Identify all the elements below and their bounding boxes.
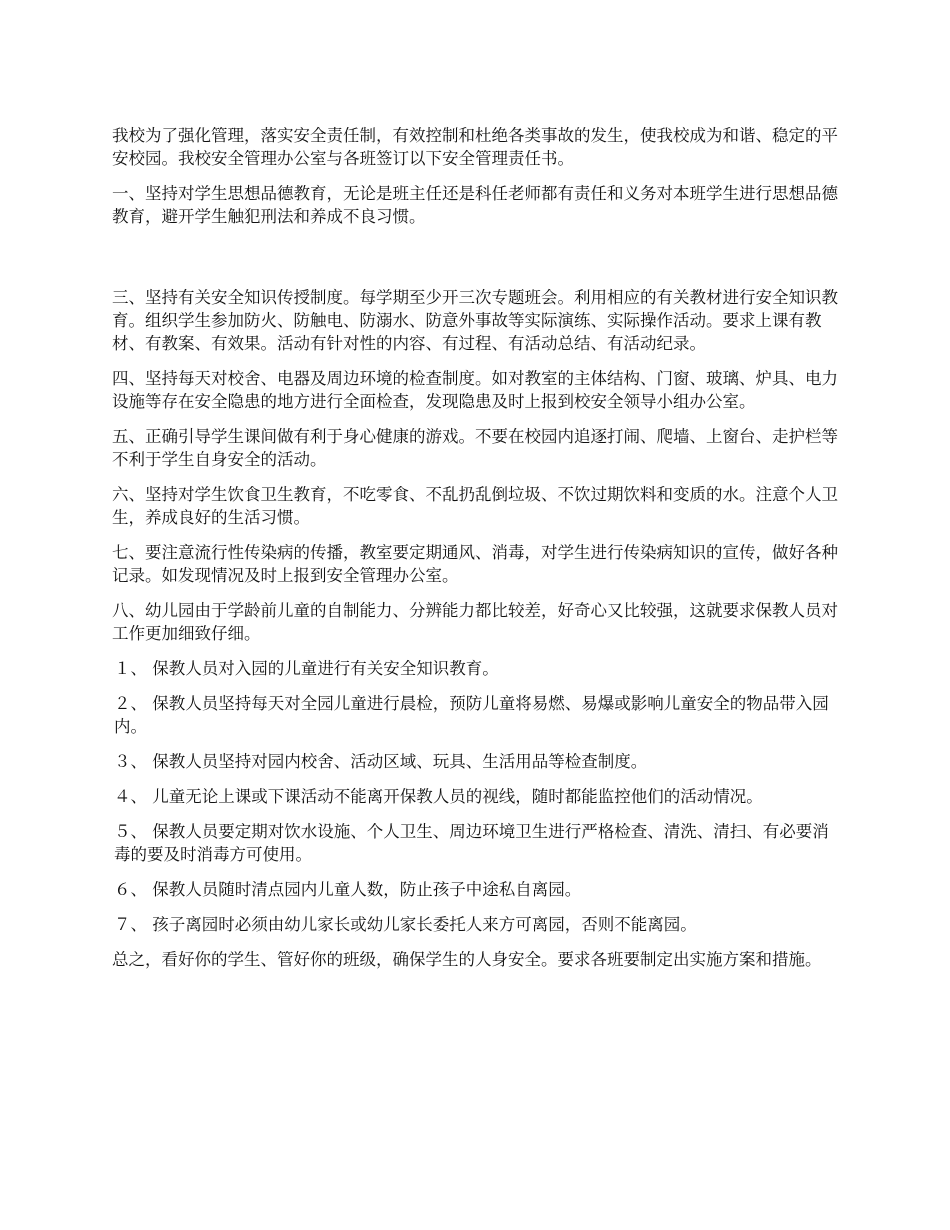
list-item-6: ６、 保教人员随时清点园内儿童人数，防止孩子中途私自离园。 <box>114 880 582 899</box>
list-item-2: ２、 保教人员坚持每天对全园儿童进行晨检，预防儿童将易燃、易爆或影响儿童安全的物品带入园内。 <box>114 694 829 736</box>
section-3-paragraph: 三、坚持有关安全知识传授制度。每学期至少开三次专题班会。利用相应的有关教材进行安全知识教育。组织学生参加防火、防触电、防溺水、防意外事故等实际演练、实际操作活动。要求上课有教材、有教案、有效果。活动有针对性的内容、有过程、有活动总结、有活动纪录。 <box>112 288 838 353</box>
section-8-paragraph: 八、幼儿园由于学龄前儿童的自制能力、分辨能力都比较差，好奇心又比较强，这就要求保教人员对工作更加细致仔细。 <box>112 601 838 643</box>
section-4-paragraph: 四、坚持每天对校舍、电器及周边环境的检查制度。如对教室的主体结构、门窗、玻璃、炉具、电力设施等存在安全隐患的地方进行全面检查，发现隐患及时上报到校安全领导小组办公室。 <box>112 369 838 411</box>
list-item-5: ５、 保教人员要定期对饮水设施、个人卫生、周边环境卫生进行严格检查、清洗、清扫、有必要消毒的要及时消毒方可使用。 <box>114 822 829 864</box>
conclusion-paragraph: 总之，看好你的学生、管好你的班级，确保学生的人身安全。要求各班要制定出实施方案和措施。 <box>112 950 822 969</box>
intro-paragraph: 我校为了强化管理，落实安全责任制，有效控制和杜绝各类事故的发生，使我校成为和谐、稳定的平安校园。我校安全管理办公室与各班签订以下安全管理责任书。 <box>112 126 838 168</box>
section-1-paragraph: 一、坚持对学生思想品德教育，无论是班主任还是科任老师都有责任和义务对本班学生进行思想品德教育，避开学生触犯刑法和养成不良习惯。 <box>112 184 838 226</box>
list-item-1: １、 保教人员对入园的儿童进行有关安全知识教育。 <box>114 659 499 678</box>
section-7-paragraph: 七、要注意流行性传染病的传播，教室要定期通风、消毒，对学生进行传染病知识的宣传，做好各种记录。如发现情况及时上报到安全管理办公室。 <box>112 543 838 585</box>
section-5-paragraph: 五、正确引导学生课间做有利于身心健康的游戏。不要在校园内追逐打闹、爬墙、上窗台、走护栏等不利于学生自身安全的活动。 <box>112 427 838 469</box>
list-item-7: ７、 孩子离园时必须由幼儿家长或幼儿家长委托人来方可离园，否则不能离园。 <box>114 915 697 934</box>
document-body <box>112 124 842 983</box>
list-item-4: ４、 儿童无论上课或下课活动不能离开保教人员的视线，随时都能监控他们的活动情况。 <box>114 787 763 806</box>
list-item-3: ３、 保教人员坚持对园内校舍、活动区域、玩具、生活用品等检查制度。 <box>114 752 648 771</box>
section-6-paragraph: 六、坚持对学生饮食卫生教育，不吃零食、不乱扔乱倒垃圾、不饮过期饮料和变质的水。注意个人卫生，养成良好的生活习惯。 <box>112 485 838 527</box>
